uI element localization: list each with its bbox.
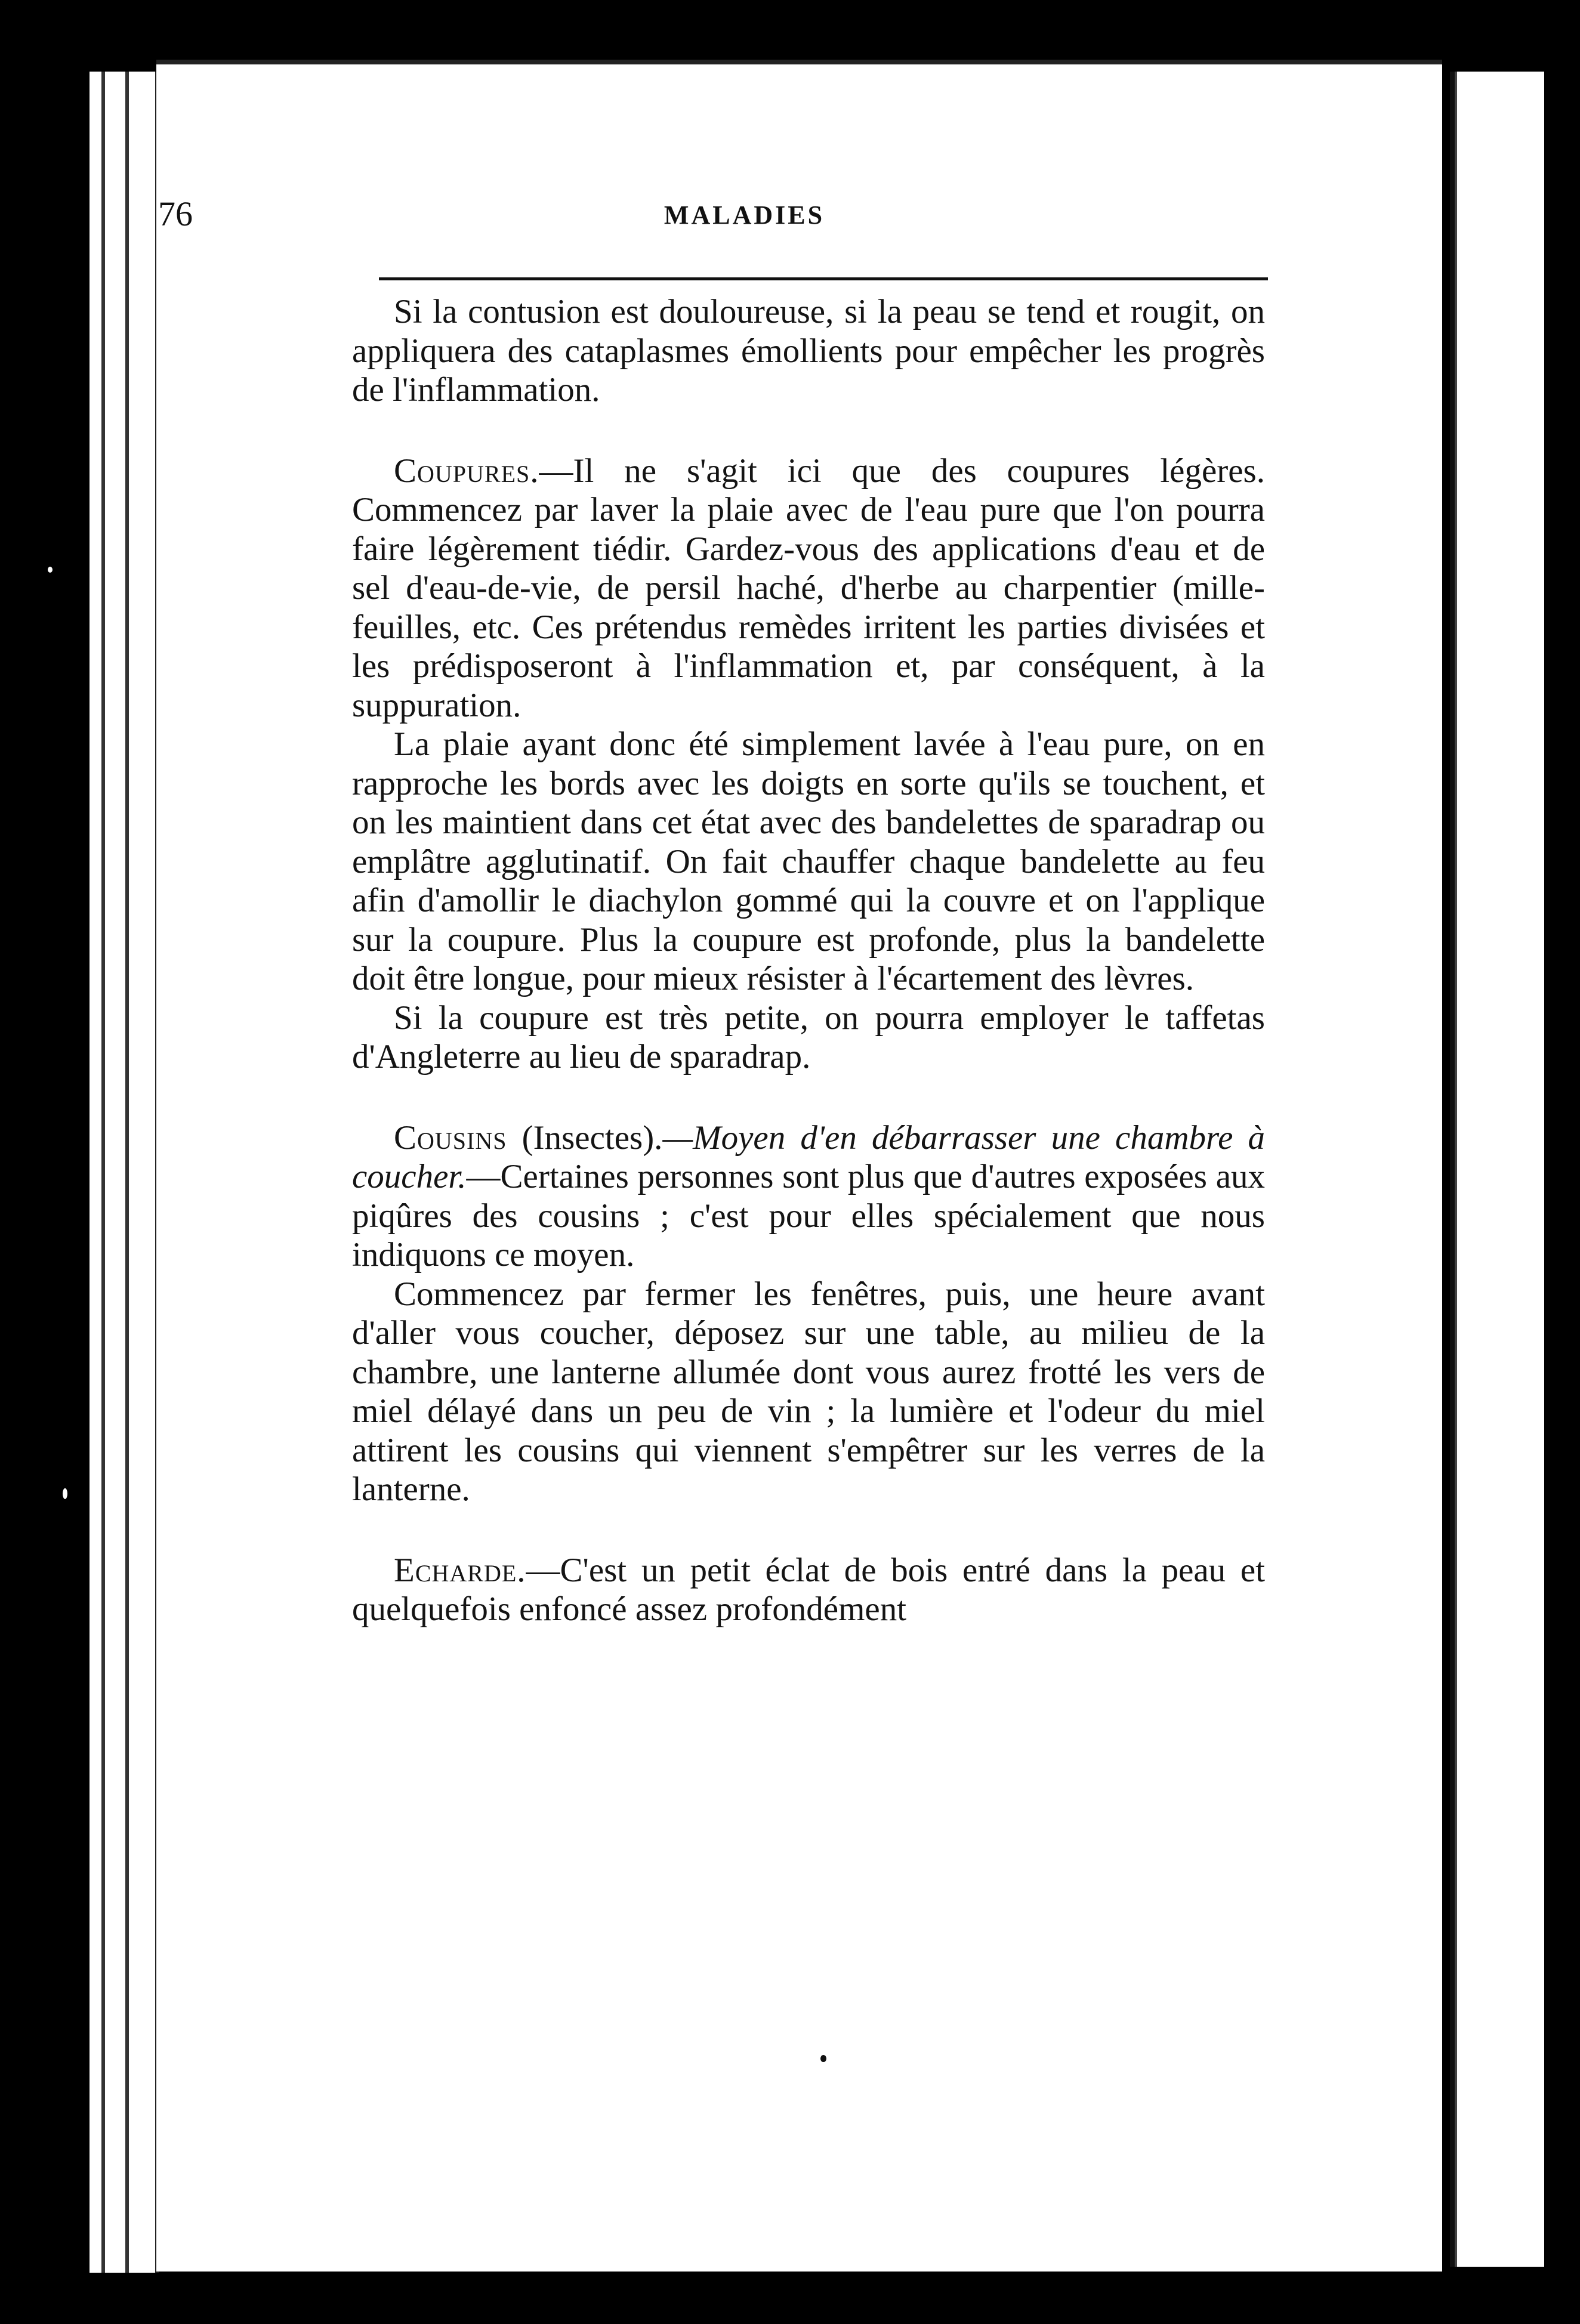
next-page-edge bbox=[1450, 72, 1544, 2267]
entry-heading-note: (Insectes). bbox=[507, 1118, 663, 1157]
page-edge-line bbox=[101, 72, 105, 2273]
paragraph-text: Si la coupure est très petite, on pourra employer le taffetas d'Angleterre au lieu de sparadrap. bbox=[352, 999, 1265, 1076]
entry-heading: Coupures. bbox=[394, 452, 539, 490]
paragraph-text: —Il ne s'agit ici que des coupures légères. Commencez par laver la plaie avec de l'eau pure que l'on pourra faire légèrement tiédir. Gardez-vous des applications d'eau et de sel d'eau-de-vie, de persil haché, d'herbe au charpentier (mille-feuilles, etc. Ces prétendus remèdes irritent les parties divisées et les prédisposeront à l'inflammation et, par conséquent, à la suppuration. bbox=[352, 452, 1265, 724]
paragraph-echarde bbox=[352, 1551, 1265, 1629]
entry-subheading: —Moyen d'en débarrasser une chambre à coucher. bbox=[352, 1118, 1266, 1195]
page-header bbox=[221, 191, 1268, 239]
paragraph-text: La plaie ayant donc été simplement lavée à l'eau pure, on en rapproche les bords avec les doigts en sorte qu'ils se touchent, et on les maintient dans cet état avec des bandelettes de sparadrap ou emplâtre agglutinatif. On fait chauffer chaque bandelette au feu afin d'amollir le diachylon gommé qui la couvre et on l'applique sur la coupure. Plus la coupure est profonde, plus la bandelette doit être longue, pour mieux résister à l'écartement des lèvres. bbox=[352, 725, 1265, 997]
paragraph-text: Si la contusion est douloureuse, si la peau se tend et rougit, on appliquera des cataplasmes émollients pour empêcher les progrès de l'inflammation. bbox=[352, 293, 1265, 409]
paragraph-contusion bbox=[352, 292, 1265, 410]
ink-speck bbox=[820, 2055, 826, 2062]
scan-speck bbox=[48, 567, 53, 573]
entry-heading: Echarde. bbox=[394, 1551, 526, 1589]
header-rule bbox=[379, 277, 1268, 280]
paragraph-plaie bbox=[352, 725, 1265, 999]
paragraph-lanterne bbox=[352, 1275, 1265, 1509]
paragraph-text: —Certaines personnes sont plus que d'autres exposées aux piqûres des cousins ; c'est pour elles spécialement que nous indiquons ce moyen. bbox=[352, 1158, 1265, 1274]
page-fold-line bbox=[1455, 72, 1457, 2267]
page-number: 76 bbox=[158, 194, 193, 233]
entry-heading: Cousins bbox=[394, 1118, 507, 1157]
paragraph-text: —C'est un petit éclat de bois entré dans la peau et quelquefois enfoncé assez profondément bbox=[352, 1551, 1265, 1628]
paragraph-cousins bbox=[352, 1118, 1265, 1275]
paragraph-text: Commencez par fermer les fenêtres, puis, une heure avant d'aller vous coucher, déposez sur une table, au milieu de la chambre, une lanterne allumée dont vous aurez frotté les vers de miel délayé dans un peu de vin ; la lumière et l'odeur du miel attirent les cousins qui viennent s'empêtrer sur les verres de la lanterne. bbox=[352, 1275, 1265, 1508]
paragraph-coupures bbox=[352, 452, 1265, 725]
page-body bbox=[352, 292, 1265, 1629]
running-head: MALADIES bbox=[664, 200, 825, 230]
scan-speck bbox=[63, 1488, 67, 1499]
previous-page-edge bbox=[90, 72, 159, 2273]
paragraph-petite-coupure bbox=[352, 999, 1265, 1077]
page-edge-line bbox=[125, 72, 129, 2273]
